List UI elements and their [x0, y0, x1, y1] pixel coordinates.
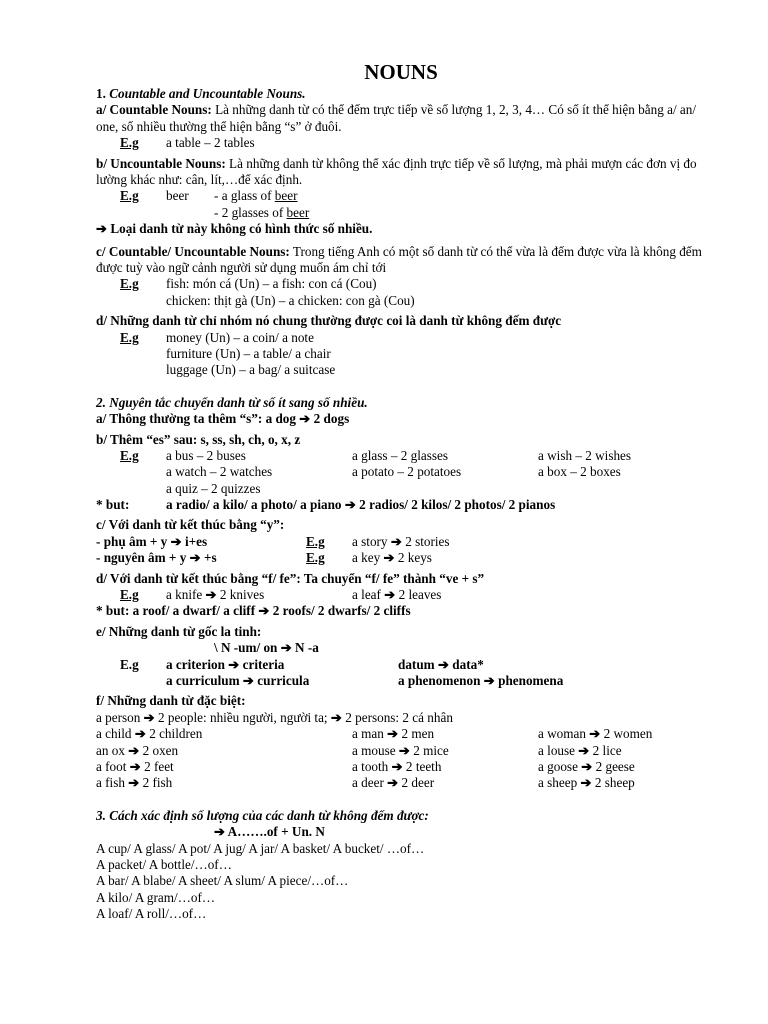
arrow-icon: ➔ [437, 656, 449, 672]
section-3-heading: 3. Cách xác định số lượng của các danh từ không đếm được: [96, 807, 429, 823]
example-row: a curriculum ➔ curricula a phenomenon ➔ phenomena [166, 672, 564, 688]
term-text: Là những danh từ có thể đếm trực tiếp về số lượng 1, 2, 3, 4… Có số ít thể hiện bằng a/ an/ one, số nhiều thường thể hiện bằng “s” ở đuôi. [96, 102, 697, 134]
exception-line: * but: a radio/ a kilo/ a photo/ a piano ➔ 2 radios/ 2 kilos/ 2 photos/ 2 pianos [96, 497, 556, 513]
rule-a: a/ Thông thường ta thêm “s”: a dog ➔ 2 dogs [96, 411, 350, 427]
arrow-icon: ➔ [387, 775, 399, 791]
example-line: E.g money (Un) – a coin/ a note [120, 329, 314, 345]
arrow-icon: ➔ [96, 221, 108, 237]
example-row: E.g a knife ➔ 2 knives a leaf ➔ 2 leaves [120, 587, 442, 603]
special-noun-row [96, 775, 706, 791]
example-text: a table – 2 tables [166, 135, 255, 151]
arrow-icon: ➔ [580, 775, 592, 791]
arrow-icon: ➔ [387, 726, 399, 742]
arrow-icon: ➔ [344, 497, 356, 513]
arrow-icon: ➔ [128, 742, 140, 758]
arrow-icon: ➔ [391, 758, 403, 774]
uncountable-definition [96, 156, 706, 189]
arrow-icon: ➔ [280, 640, 292, 656]
special-noun-pair: a child ➔ 2 children [96, 726, 203, 742]
quantity-formula: ➔ A…….of + Un. N [214, 824, 325, 840]
example-row: a quiz – 2 quizzes [166, 480, 261, 496]
example-row: E.g a criterion ➔ criteria datum ➔ data* [120, 656, 484, 672]
document-body [96, 60, 706, 922]
term-text: Là những danh từ không thể xác định trực tiếp về số lượng, mà phải mượn các đơn vị đo lường khác như: cân, lít,…để xác định. [96, 155, 697, 187]
section-title: Countable and Uncountable Nouns. [109, 86, 306, 101]
quantity-line: A cup/ A glass/ A pot/ A jug/ A jar/ A basket/ A bucket/ …of… [96, 840, 425, 856]
arrow-icon: ➔ [330, 709, 342, 725]
exception-line: * but: a roof/ a dwarf/ a cliff ➔ 2 roofs/ 2 dwarfs/ 2 cliffs [96, 603, 411, 619]
special-noun-pair: a louse ➔ 2 lice [538, 742, 622, 758]
special-noun-pair: a sheep ➔ 2 sheep [538, 775, 635, 791]
countable-definition [96, 102, 706, 135]
eg-label: E.g [120, 447, 139, 463]
page-title: NOUNS [364, 60, 438, 84]
example-line [96, 205, 706, 221]
example-line: E.g fish: món cá (Un) – a fish: con cá (Cou) [120, 276, 377, 292]
rule-e: e/ Những danh từ gốc la tinh: [96, 623, 262, 639]
arrow-icon: ➔ [189, 550, 201, 566]
arrow-icon: ➔ [214, 824, 226, 840]
quantity-list [96, 841, 706, 923]
example-text: - a glass of beer [214, 188, 298, 204]
quantity-line: A kilo/ A gram/…of… [96, 889, 216, 905]
eg-label: E.g [120, 135, 139, 151]
arrow-icon: ➔ [299, 411, 311, 427]
rule-d: d/ Với danh từ kết thúc bằng “f/ fe”: Ta chuyển “f/ fe” thành “ve + s” [96, 570, 485, 586]
arrow-icon: ➔ [390, 533, 402, 549]
eg-label: E.g [306, 533, 325, 549]
example-line: chicken: thịt gà (Un) – a chicken: con gà (Cou) [166, 292, 415, 308]
eg-label: E.g [120, 329, 139, 345]
eg-label: E.g [120, 276, 139, 292]
rule-f: f/ Những danh từ đặc biệt: [96, 693, 246, 709]
special-noun-pair: a man ➔ 2 men [352, 726, 435, 742]
quantity-line: A bar/ A blabe/ A sheet/ A slum/ A piece/…of… [96, 873, 349, 889]
eg-label: E.g [120, 656, 139, 672]
special-noun-pair: an ox ➔ 2 oxen [96, 742, 179, 758]
term-label: b/ Uncountable Nouns: [96, 155, 226, 171]
example-line [96, 188, 706, 204]
example-text: - 2 glasses of beer [214, 204, 310, 220]
arrow-icon: ➔ [170, 533, 182, 549]
collective-nouns-heading: d/ Những danh từ chỉ nhóm nó chung thường được coi là danh từ không đếm được [96, 313, 562, 329]
special-noun-row [96, 759, 706, 775]
term-text: Trong tiếng Anh có một số danh từ có thể vừa là đếm được vừa là không đếm được tuỳ vào ngữ cảnh người sử dụng muốn ám chỉ tới [96, 243, 702, 275]
arrow-icon: ➔ [128, 775, 140, 791]
eg-label: E.g [120, 587, 139, 603]
arrow-icon: ➔ [205, 587, 217, 603]
section-2-heading: 2. Nguyên tắc chuyển danh từ số ít sang số nhiều. [96, 394, 368, 410]
rule-c-row: - phụ âm + y ➔ i+es E.g a story ➔ 2 stories [96, 533, 450, 549]
arrow-icon: ➔ [129, 758, 141, 774]
note-line: ➔ Loại danh từ này không có hình thức số nhiều. [96, 221, 373, 237]
arrow-icon: ➔ [242, 672, 254, 688]
example-line: luggage (Un) – a bag/ a suitcase [166, 362, 336, 378]
special-noun-person: a person ➔ 2 people: nhiều người, người ta; ➔ 2 persons: 2 cá nhân [96, 709, 453, 725]
special-noun-pair: a foot ➔ 2 feet [96, 758, 174, 774]
quantity-line: A loaf/ A roll/…of… [96, 906, 207, 922]
example-row: E.g a bus – 2 buses a glass – 2 glasses a wish – 2 wishes [120, 447, 632, 463]
example-word: beer [166, 188, 189, 204]
term-label: a/ Countable Nouns: [96, 102, 212, 118]
special-noun-pair: a fish ➔ 2 fish [96, 775, 173, 791]
arrow-icon: ➔ [398, 742, 410, 758]
section-1-heading [96, 86, 706, 102]
arrow-icon: ➔ [589, 726, 601, 742]
special-noun-pair: a tooth ➔ 2 teeth [352, 758, 442, 774]
arrow-icon: ➔ [483, 672, 495, 688]
rule-c-row: - nguyên âm + y ➔ +s E.g a key ➔ 2 keys [96, 550, 432, 566]
arrow-icon: ➔ [258, 603, 270, 619]
arrow-icon: ➔ [228, 656, 240, 672]
arrow-icon: ➔ [134, 726, 146, 742]
arrow-icon: ➔ [578, 742, 590, 758]
special-noun-pair: a woman ➔ 2 women [538, 726, 653, 742]
special-noun-pair: a deer ➔ 2 deer [352, 775, 435, 791]
countable-uncountable-definition [96, 244, 706, 277]
special-nouns-table [96, 726, 706, 792]
quantity-line: A packet/ A bottle/…of… [96, 856, 232, 872]
eg-label: E.g [306, 550, 325, 566]
rule-b: b/ Thêm “es” sau: s, ss, sh, ch, o, x, z [96, 431, 301, 447]
rule-c: c/ Với danh từ kết thúc bằng “y”: [96, 517, 285, 533]
arrow-icon: ➔ [581, 758, 593, 774]
eg-label: E.g [120, 188, 139, 204]
arrow-icon: ➔ [383, 550, 395, 566]
special-noun-row [96, 743, 706, 759]
arrow-icon: ➔ [384, 587, 396, 603]
special-noun-pair: a mouse ➔ 2 mice [352, 742, 449, 758]
example-line [96, 135, 706, 151]
term-label: c/ Countable/ Uncountable Nouns: [96, 243, 290, 259]
special-noun-row [96, 726, 706, 742]
arrow-icon: ➔ [143, 709, 155, 725]
special-noun-pair: a goose ➔ 2 geese [538, 758, 635, 774]
rule-e-formula: \ N -um/ on ➔ N -a [214, 640, 319, 656]
section-number: 1. [96, 86, 106, 101]
example-row: a watch – 2 watches a potato – 2 potatoes a box – 2 boxes [166, 464, 621, 480]
example-line: furniture (Un) – a table/ a chair [166, 345, 331, 361]
